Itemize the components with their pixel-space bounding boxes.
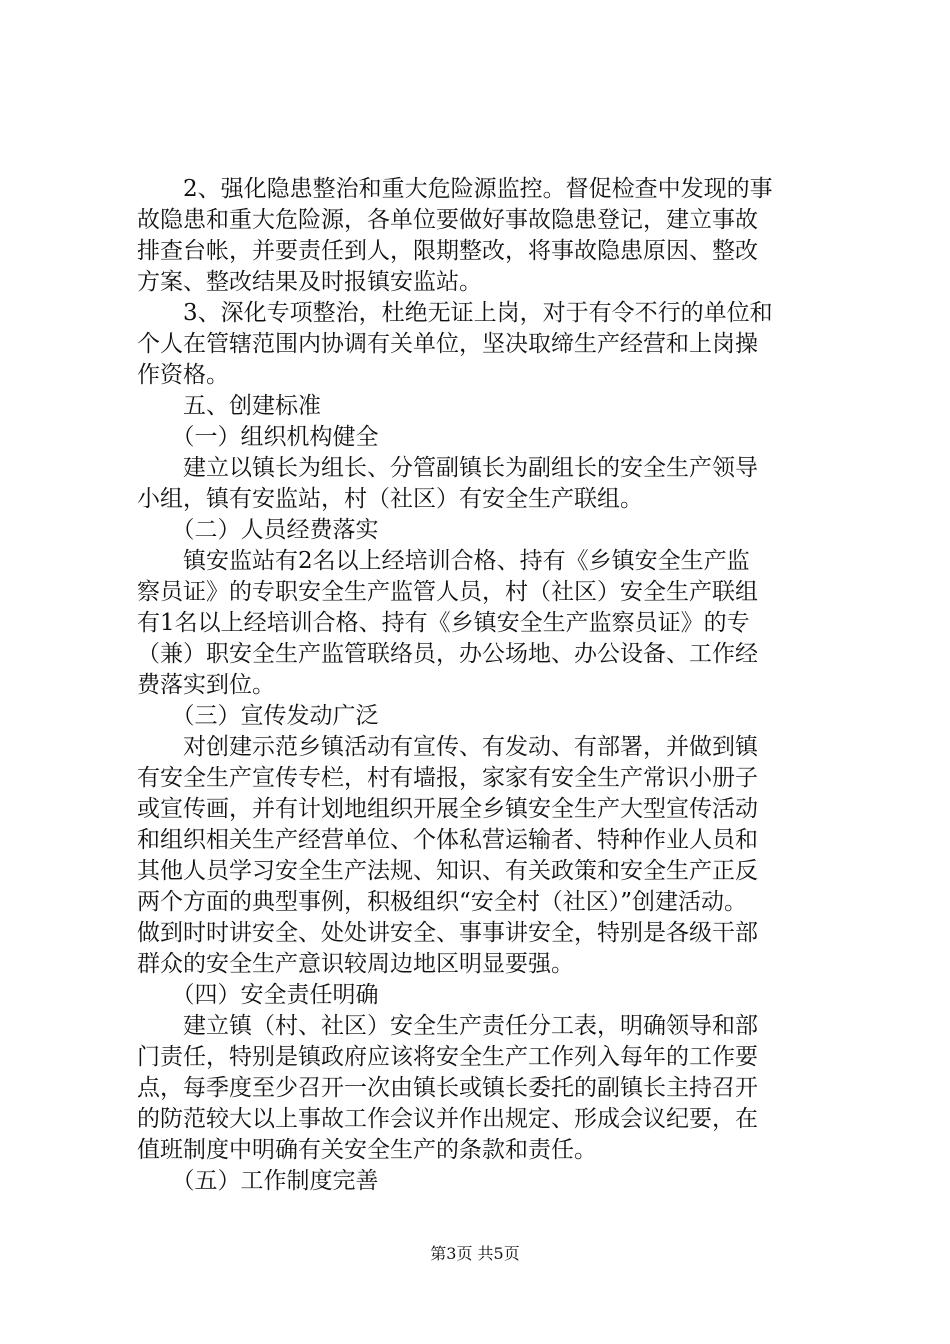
text-line: 建立镇（村、社区）安全生产责任分工表，明确领导和部 [137, 1013, 758, 1039]
subsection-heading: （五）工作制度完善 [137, 1168, 379, 1194]
text-line: 值班制度中明确有关安全生产的条款和责任。 [137, 1137, 597, 1163]
subsection-heading: （一）组织机构健全 [137, 424, 379, 450]
text-line: （兼）职安全生产监管联络员，办公场地、办公设备、工作经 [137, 641, 758, 667]
body-text [137, 174, 837, 1197]
text-line: 3、深化专项整治，杜绝无证上岗，对于有令不行的单位和 [137, 300, 773, 326]
text-line: 或宣传画，并有计划地组织开展全乡镇安全生产大型宣传活动 [137, 796, 758, 822]
section-heading: 五、创建标准 [137, 393, 321, 419]
subsection-heading: （二）人员经费落实 [137, 517, 379, 543]
text-line: 个人在管辖范围内协调有关单位，坚决取缔生产经营和上岗操 [137, 331, 758, 357]
text-line: 2、强化隐患整治和重大危险源监控。督促检查中发现的事 [137, 176, 773, 202]
text-line: 点，每季度至少召开一次由镇长或镇长委托的副镇长主持召开 [137, 1075, 758, 1101]
text-line: 有安全生产宣传专栏，村有墙报，家家有安全生产常识小册子 [137, 765, 758, 791]
text-line: 和组织相关生产经营单位、个体私营运输者、特种作业人员和 [137, 827, 758, 853]
text-line: 对创建示范乡镇活动有宣传、有发动、有部署，并做到镇 [137, 734, 758, 760]
text-line: 故隐患和重大危险源，各单位要做好事故隐患登记，建立事故 [137, 207, 758, 233]
text-line: 排查台帐，并要责任到人，限期整改，将事故隐患原因、整改 [137, 238, 758, 264]
text-line: 的防范较大以上事故工作会议并作出规定、形成会议纪要，在 [137, 1106, 758, 1132]
subsection-heading: （四）安全责任明确 [137, 982, 379, 1008]
text-line: 建立以镇长为组长、分管副镇长为副组长的安全生产领导 [137, 455, 758, 481]
text-line: 两个方面的典型事例，积极组织“安全村（社区）”创建活动。 [137, 889, 748, 915]
text-line: 察员证》的专职安全生产监管人员，村（社区）安全生产联组 [137, 579, 758, 605]
subsection-heading: （三）宣传发动广泛 [137, 703, 379, 729]
text-line: 有1名以上经培训合格、持有《乡镇安全生产监察员证》的专 [137, 610, 750, 636]
text-line: 费落实到位。 [137, 672, 275, 698]
text-line: 作资格。 [137, 362, 229, 388]
page-footer: 第3页 共5页 [430, 1244, 520, 1263]
text-line: 门责任，特别是镇政府应该将安全生产工作列入每年的工作要 [137, 1044, 758, 1070]
text-line: 镇安监站有2名以上经培训合格、持有《乡镇安全生产监 [137, 548, 750, 574]
text-line: 小组，镇有安监站，村（社区）有安全生产联组。 [137, 486, 643, 512]
text-line: 其他人员学习安全生产法规、知识、有关政策和安全生产正反 [137, 858, 758, 884]
text-line: 做到时时讲安全、处处讲安全、事事讲安全，特别是各级干部 [137, 920, 758, 946]
text-line: 方案、整改结果及时报镇安监站。 [137, 269, 482, 295]
text-line: 群众的安全生产意识较周边地区明显要强。 [137, 951, 574, 977]
